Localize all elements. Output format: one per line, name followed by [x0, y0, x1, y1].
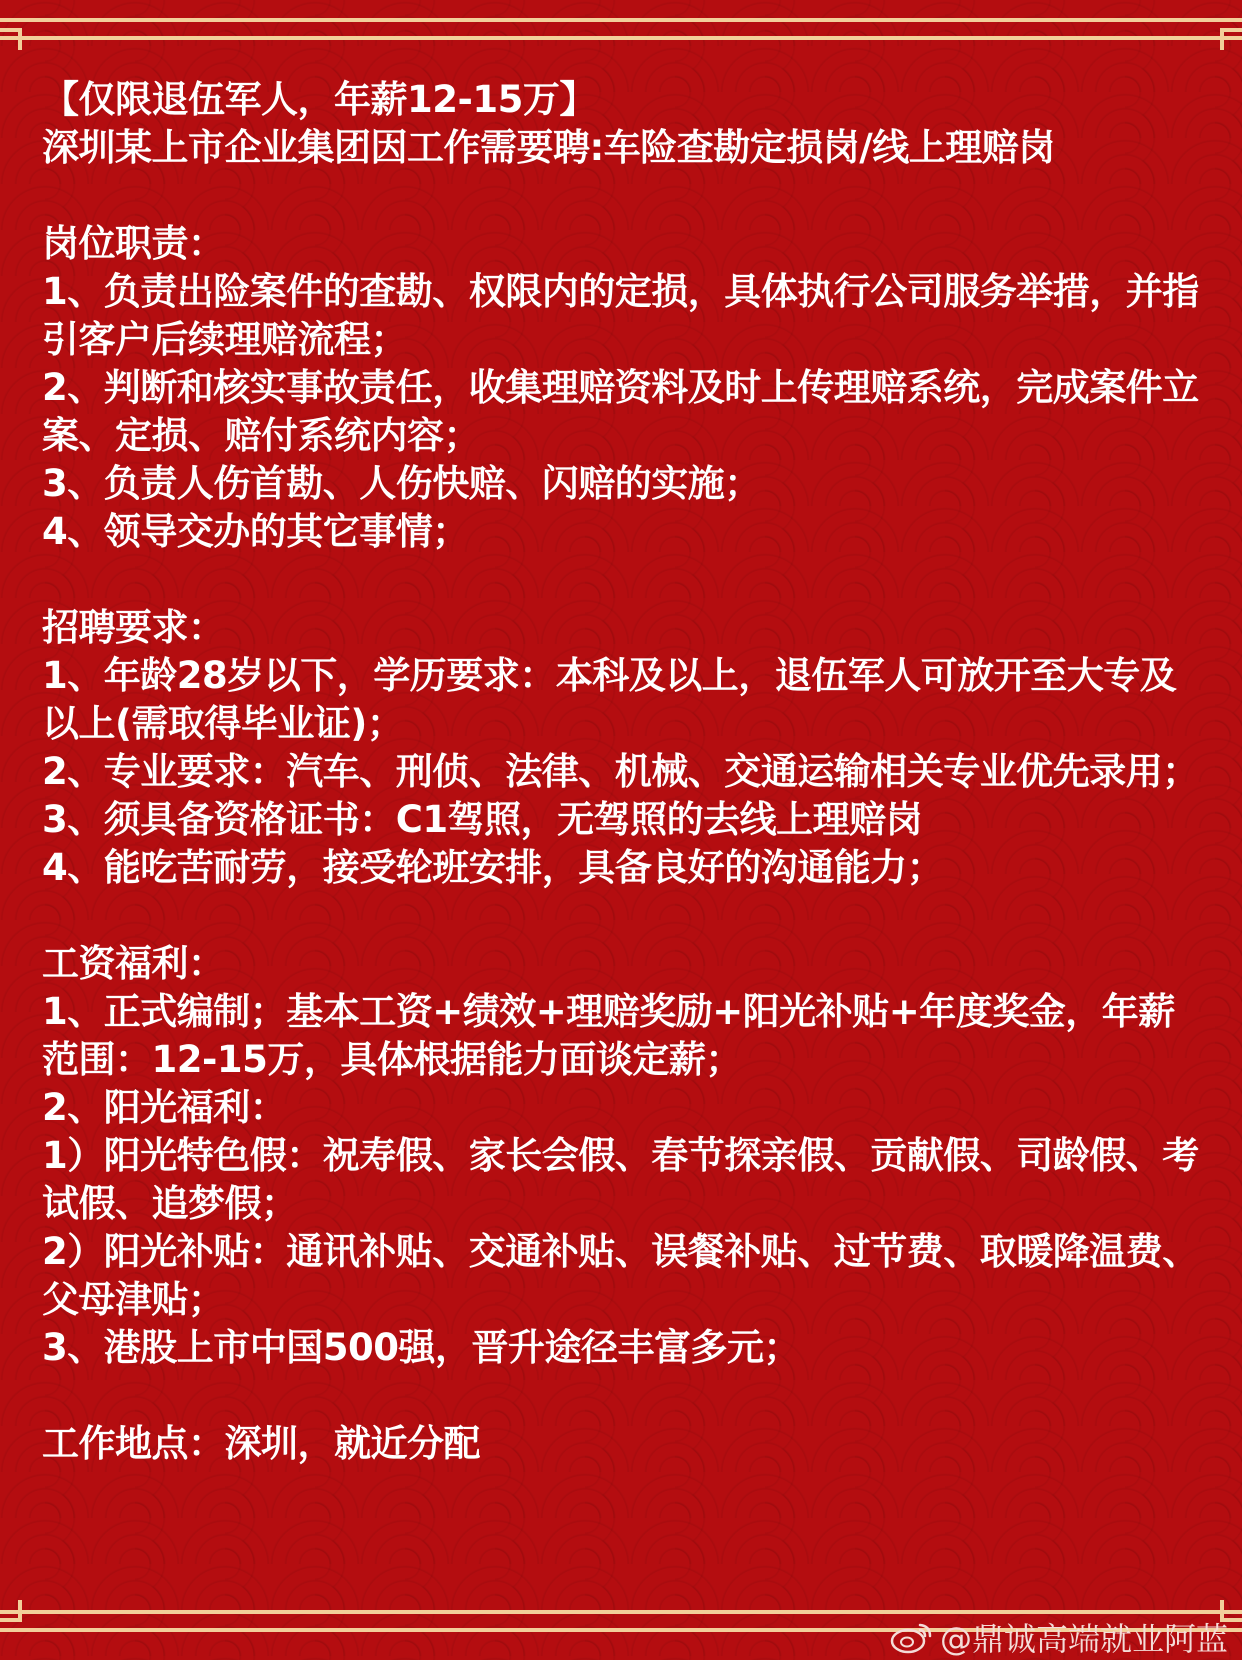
job-posting: [42, 76, 1204, 1468]
corner-ornament: [0, 28, 22, 50]
weibo-watermark: [890, 1614, 1228, 1660]
benefit-subitem: 2）阳光补贴：通讯补贴、交通补贴、误餐补贴、过节费、取暖降温费、父母津贴；: [42, 1230, 1199, 1321]
duties-title: 岗位职责：: [42, 222, 225, 265]
benefit-item: 2、阳光福利：: [42, 1086, 287, 1129]
benefit-subitem: 1）阳光特色假：祝寿假、家长会假、春节探亲假、贡献假、司龄假、考试假、追梦假；: [42, 1134, 1199, 1225]
duty-item: 1、负责出险案件的查勘、权限内的定损，具体执行公司服务举措，并指引客户后续理赔流程；: [42, 270, 1199, 361]
work-location: 工作地点：深圳，就近分配: [42, 1422, 480, 1465]
corner-ornament: [1220, 28, 1242, 50]
weibo-icon: [890, 1619, 934, 1655]
top-border-line: [0, 18, 1242, 22]
company-intro: 深圳某上市企业集团因工作需要聘:车险查勘定损岗/线上理赔岗: [42, 126, 1055, 169]
benefit-item: 1、正式编制；基本工资+绩效+理赔奖励+阳光补贴+年度奖金，年薪范围：12-15万，具体根据能力面谈定薪；: [42, 990, 1175, 1081]
duty-item: 4、领导交办的其它事情；: [42, 510, 469, 553]
requirement-item: 1、年龄28岁以下，学历要求：本科及以上，退伍军人可放开至大专及以上(需取得毕业证)；: [42, 654, 1177, 745]
requirement-item: 2、专业要求：汽车、刑侦、法律、机械、交通运输相关专业优先录用；: [42, 750, 1199, 793]
duty-item: 3、负责人伤首勘、人伤快赔、闪赔的实施；: [42, 462, 761, 505]
requirement-item: 3、须具备资格证书：C1驾照，无驾照的去线上理赔岗: [42, 798, 923, 841]
top-border-line-inner: [0, 36, 1242, 40]
benefits-title: 工资福利：: [42, 942, 225, 985]
duty-item: 2、判断和核实事故责任，收集理赔资料及时上传理赔系统，完成案件立案、定损、赔付系统内容；: [42, 366, 1199, 457]
corner-ornament: [0, 1600, 22, 1622]
benefit-item: 3、港股上市中国500强，晋升途径丰富多元；: [42, 1326, 800, 1369]
watermark-text: @鼎诚高端就业阿蓝: [939, 1620, 1228, 1658]
headline: 【仅限退伍军人，年薪12-15万】: [42, 78, 596, 121]
requirement-item: 4、能吃苦耐劳，接受轮班安排，具备良好的沟通能力；: [42, 846, 944, 889]
requirements-title: 招聘要求：: [42, 606, 225, 649]
